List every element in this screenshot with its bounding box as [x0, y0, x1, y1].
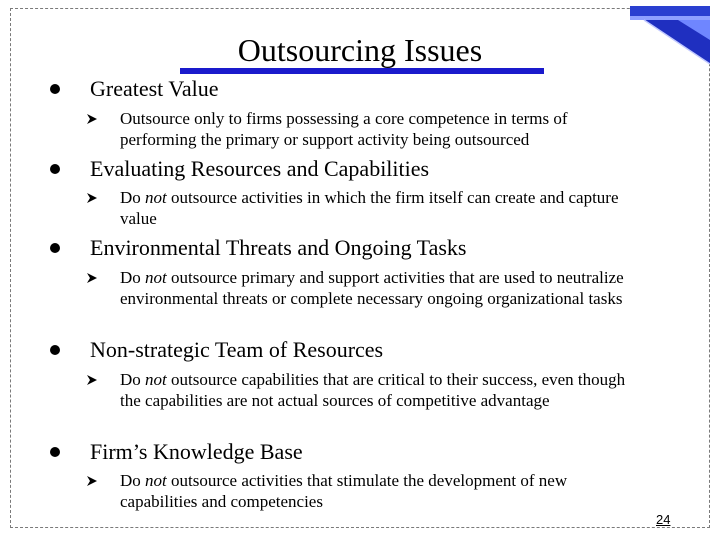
- sub-bullet-text: Do not outsource primary and support activities that are used to neutralize environmental threats or complete necessary ongoing organizational tasks: [120, 268, 624, 308]
- page-number: 24: [656, 512, 671, 527]
- sub-bullet-text: Outsource only to firms possessing a core competence in terms of performing the primary or support activity being outsourced: [120, 109, 568, 149]
- sub-bullet-text: Do not outsource activities that stimulate the development of new capabilities and competencies: [120, 471, 568, 511]
- sub-bullet-item: [86, 267, 646, 309]
- sub-bullet-text: Do not outsource capabilities that are critical to their success, even though the capabilities are not actual sources of competitive advantage: [120, 370, 626, 410]
- arrow-bullet-icon: [86, 192, 98, 204]
- round-bullet-icon: [50, 243, 60, 253]
- round-bullet-icon: [50, 164, 60, 174]
- bullet-heading: Evaluating Resources and Capabilities: [90, 156, 430, 181]
- arrow-bullet-icon: [86, 374, 98, 386]
- bullet-heading: Environmental Threats and Ongoing Tasks: [90, 235, 467, 260]
- sub-bullet-item: [86, 369, 646, 411]
- arrow-bullet-icon: [86, 113, 98, 125]
- slide-title: Outsourcing Issues: [237, 32, 483, 68]
- bullet-heading: Firm’s Knowledge Base: [90, 439, 303, 464]
- arrow-bullet-icon: [86, 272, 98, 284]
- round-bullet-icon: [50, 447, 60, 457]
- sub-bullet-text: Do not outsource activities in which the firm itself can create and capture value: [120, 188, 619, 228]
- sub-bullet-item: [86, 470, 646, 512]
- sub-bullet-item: [86, 187, 646, 229]
- title-underline: [180, 68, 544, 74]
- round-bullet-icon: [50, 345, 60, 355]
- sub-bullet-item: [86, 108, 646, 150]
- arrow-bullet-icon: [86, 475, 98, 487]
- round-bullet-icon: [50, 84, 60, 94]
- bullet-heading: Non-strategic Team of Resources: [90, 337, 384, 362]
- bullet-heading: Greatest Value: [90, 76, 219, 101]
